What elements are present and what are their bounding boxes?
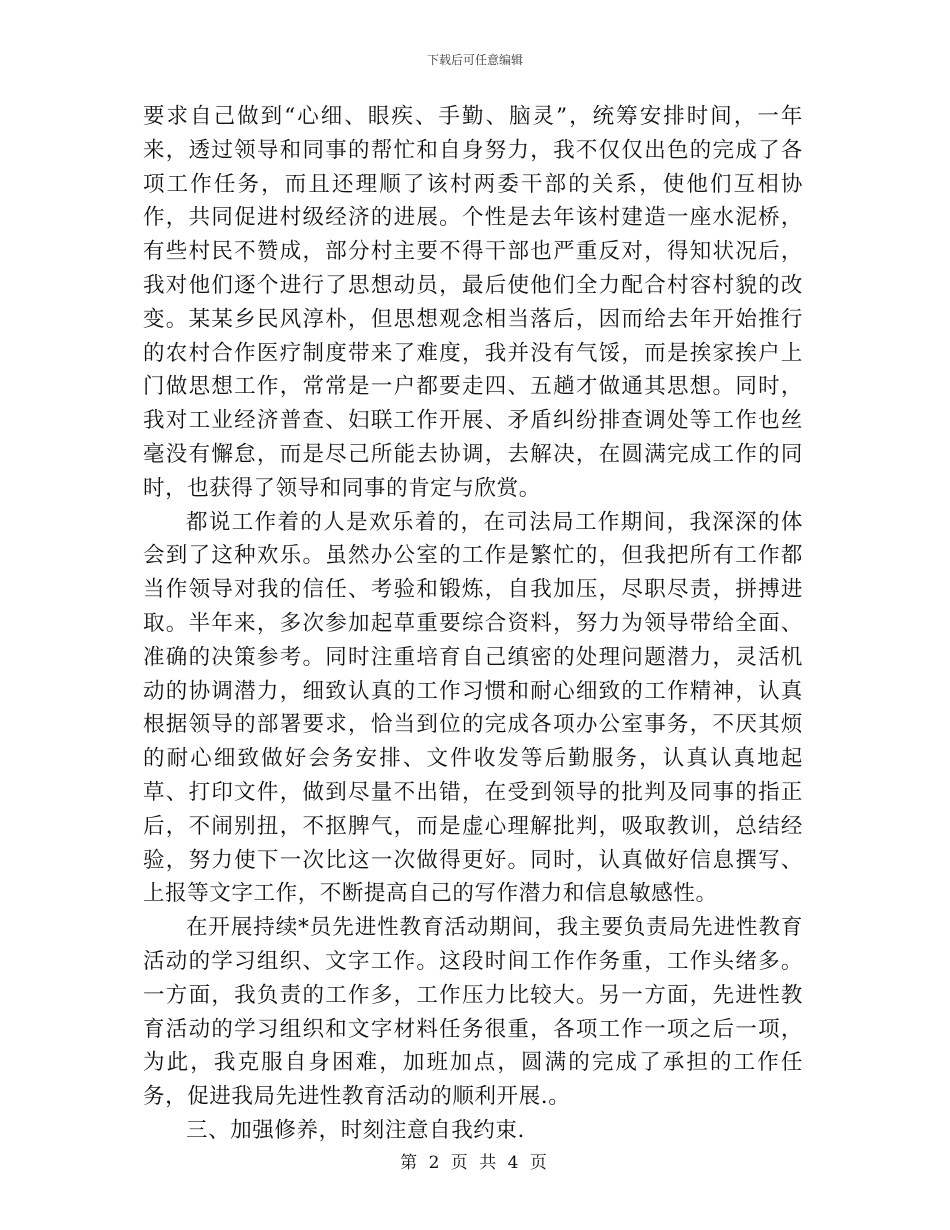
paragraph-1: 要求自己做到“心细、眼疾、手勤、脑灵”，统筹安排时间，一年来，透过领导和同事的帮忙和自身努力，我不仅仅出色的完成了各项工作任务，而且还理顺了该村两委干部的关系，使他们互相协作，共同促进村级经济的进展。个性是去年该村建造一座水泥桥，有些村民不赞成，部分村主要不得干部也严重反对，得知状况后，我对他们逐个进行了思想动员，最后使他们全力配合村容村貌的改变。某某乡民风淳朴，但思想观念相当落后，因而给去年开始推行的农村合作医疗制度带来了难度，我并没有气馁，而是挨家挨户上门做思想工作，常常是一户都要走四、五趟才做通其思想。同时，我对工业经济普查、妇联工作开展、矛盾纠纷排查调处等工作也丝毫没有懈怠，而是尽己所能去协调，去解决，在圆满完成工作的同时，也获得了领导和同事的肯定与欣赏。 xyxy=(143,104,803,501)
page-number-footer: 第 2 页 共 4 页 xyxy=(400,1153,550,1173)
document-body xyxy=(143,100,803,1148)
page-header: 下载后可任意编辑 xyxy=(426,53,523,67)
paragraph-3: 在开展持续*员先进性教育活动期间，我主要负责局先进性教育活动的学习组织、文字工作。这段时间工作作务重，工作头绪多。一方面，我负责的工作多，工作压力比较大。另一方面，先进性教育活动的学习组织和文字材料任务很重，各项工作一项之后一项，为此，我克服自身困难，加班加点，圆满的完成了承担的工作任务，促进我局先进性教育活动的顺利开展.。 xyxy=(143,915,803,1110)
paragraph-4-heading: 三、加强修养，时刻注意自我约束. xyxy=(186,1117,525,1143)
paragraph-2: 都说工作着的人是欢乐着的，在司法局工作期间，我深深的体会到了这种欢乐。虽然办公室的工作是繁忙的，但我把所有工作都当作领导对我的信任、考验和锻炼，自我加压，尽职尽责，拼搏进取。半年来，多次参加起草重要综合资料，努力为领导带给全面、准确的决策参考。同时注重培育自己缜密的处理问题潜力，灵活机动的协调潜力，细致认真的工作习惯和耐心细致的工作精神，认真根据领导的部署要求，恰当到位的完成各项办公室事务，不厌其烦的耐心细致做好会务安排、文件收发等后勤服务，认真认真地起草、打印文件，做到尽量不出错，在受到领导的批判及同事的指正后，不闹别扭，不抠脾气，而是虚心理解批判，吸取教训，总结经验，努力使下一次比这一次做得更好。同时，认真做好信息撰写、上报等文字工作，不断提高自己的写作潜力和信息敏感性。 xyxy=(143,509,803,907)
